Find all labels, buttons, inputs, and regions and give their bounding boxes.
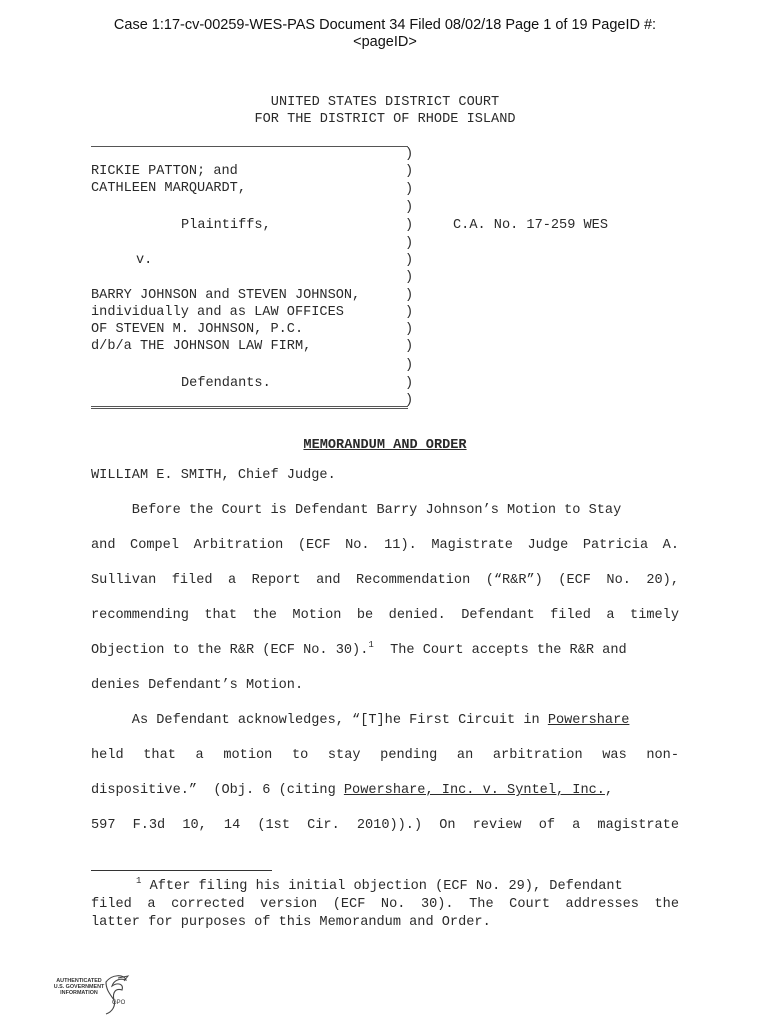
body-line: and Compel Arbitration (ECF No. 11). Magistrate Judge Patricia A. [91, 538, 679, 553]
judge-line: WILLIAM E. SMITH, Chief Judge. [91, 468, 336, 483]
caption-paren: ) [405, 322, 414, 337]
caption-top-rule [91, 146, 408, 147]
seal-gpo-mark: GPO [112, 1000, 126, 1006]
footnote-line: latter for purposes of this Memorandum and Order. [91, 915, 491, 930]
body-text: Objection to the R&R (ECF No. 30). [91, 643, 369, 658]
footnote-line [91, 878, 679, 896]
body-line: denies Defendant’s Motion. [91, 678, 304, 693]
caption-paren: ) [405, 147, 414, 162]
seal-line-1: AUTHENTICATED [56, 978, 102, 984]
body-text: dispositive.” (Obj. 6 (citing [91, 783, 344, 798]
caption-paren: ) [405, 182, 414, 197]
caption-paren: ) [405, 200, 414, 215]
caption-paren: ) [405, 339, 414, 354]
plaintiffs-label: Plaintiffs, [181, 218, 271, 233]
case-citation: Powershare [547, 713, 630, 728]
court-name-line-1: UNITED STATES DISTRICT COURT [270, 95, 500, 110]
eagle-icon [102, 972, 130, 1016]
body-text: The Court accepts the R&R and [373, 643, 627, 658]
defendant-line-4: d/b/a THE JOHNSON LAW FIRM, [91, 339, 312, 354]
memorandum-title: MEMORANDUM AND ORDER [303, 438, 467, 453]
defendant-line-2: individually and as LAW OFFICES [91, 305, 344, 320]
caption-paren: ) [405, 358, 414, 373]
case-number: C.A. No. 17-259 WES [453, 218, 608, 233]
body-line: 597 F.3d 10, 14 (1st Cir. 2010)).) On review of a magistrate [91, 818, 679, 833]
caption-paren: ) [405, 270, 414, 285]
footnote-text: After filing his initial objection (ECF No. 29), Defendant [141, 879, 623, 894]
body-line [91, 782, 679, 799]
case-citation: Powershare, Inc. v. Syntel, Inc. [343, 783, 605, 798]
seal-line-3: INFORMATION [60, 990, 98, 997]
gpo-authentication-seal [44, 972, 134, 1020]
versus: v. [136, 253, 153, 268]
defendants-label: Defendants. [181, 376, 271, 391]
defendant-line-3: OF STEVEN M. JOHNSON, P.C. [91, 322, 304, 337]
body-text: , [604, 783, 614, 798]
body-text: As Defendant acknowledges, “[T]he First Circuit in [91, 713, 548, 728]
caption-bottom-rule [91, 406, 408, 409]
body-line: Before the Court is Defendant Barry Johnson’s Motion to Stay [91, 503, 622, 518]
case-header [0, 17, 770, 51]
seal-line-2: U.S. GOVERNMENT [53, 984, 105, 991]
plaintiff-line-2: CATHLEEN MARQUARDT, [91, 181, 246, 196]
body-line: Sullivan filed a Report and Recommendation (“R&R”) (ECF No. 20), [91, 573, 679, 588]
caption-paren: ) [405, 305, 414, 320]
footnote-reference[interactable]: 1 [368, 640, 374, 650]
footnote-marker: 1 [136, 876, 142, 886]
caption-paren: ) [405, 253, 414, 268]
caption-paren: ) [405, 376, 414, 391]
body-line [91, 642, 679, 659]
caption-paren: ) [405, 393, 414, 408]
footnote-separator [91, 870, 272, 871]
caption-paren: ) [405, 288, 414, 303]
body-line [91, 712, 679, 729]
caption-paren: ) [405, 218, 414, 233]
footnote-line: filed a corrected version (ECF No. 30). The Court addresses the [91, 897, 679, 912]
court-name-line-2: FOR THE DISTRICT OF RHODE ISLAND [254, 112, 516, 127]
body-line: held that a motion to stay pending an arbitration was non- [91, 748, 679, 763]
case-header-line-2: <pageID> [353, 34, 417, 50]
plaintiff-line-1: RICKIE PATTON; and [91, 164, 238, 179]
defendant-line-1: BARRY JOHNSON and STEVEN JOHNSON, [91, 288, 361, 303]
case-header-line-1: Case 1:17-cv-00259-WES-PAS Document 34 Filed 08/02/18 Page 1 of 19 PageID #: [113, 17, 657, 33]
body-line: recommending that the Motion be denied. Defendant filed a timely [91, 608, 679, 623]
caption-paren: ) [405, 236, 414, 251]
court-name [0, 94, 770, 128]
caption-paren: ) [405, 164, 414, 179]
